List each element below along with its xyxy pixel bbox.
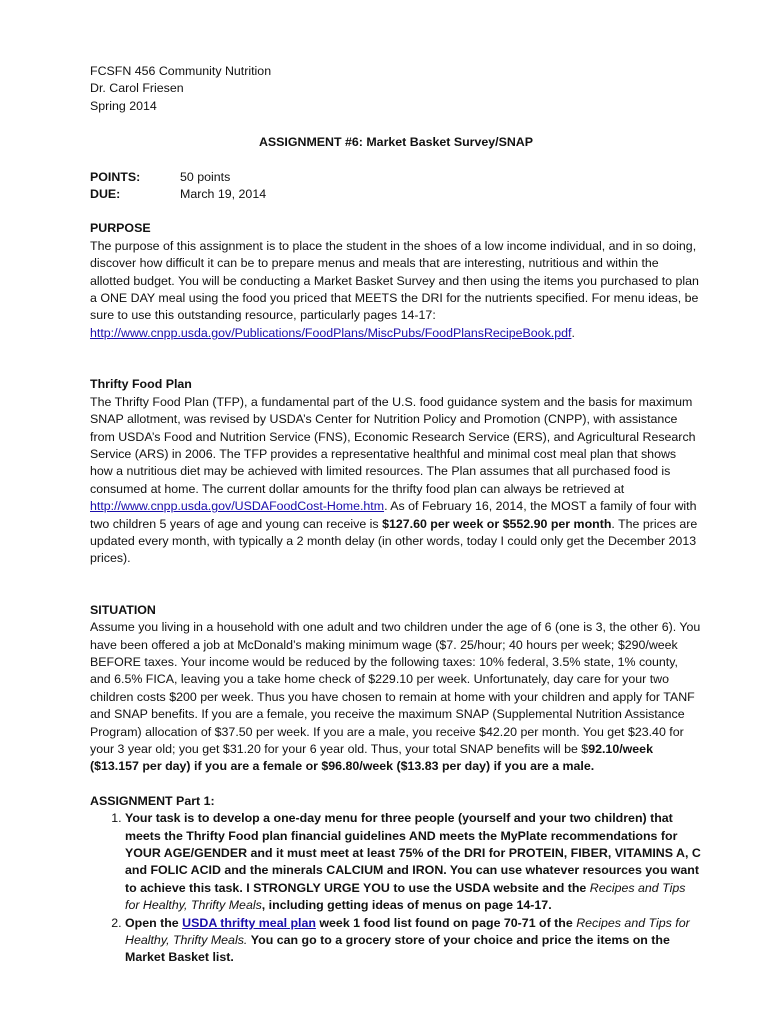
term: Spring 2014 bbox=[90, 98, 157, 113]
food-cost-link[interactable]: http://www.cnpp.usda.gov/USDAFoodCost-Home.htm bbox=[90, 499, 385, 514]
list-item bbox=[125, 915, 702, 967]
assignment-title: ASSIGNMENT #6: Market Basket Survey/SNAP bbox=[258, 135, 534, 150]
instructor-name: Dr. Carol Friesen bbox=[90, 81, 184, 96]
thrifty-max-amount: $127.60 per week or $552.90 per month bbox=[382, 516, 612, 531]
thrifty-heading: Thrifty Food Plan bbox=[90, 377, 192, 392]
situation-benefits: 92.10/week ($13.157 per day) if you are a female or $96.80/week ($13.83 per day) if you are a male. bbox=[90, 742, 653, 774]
item1-italic: Recipes and Tips for Healthy, Thrifty Meals bbox=[125, 880, 686, 913]
purpose-paragraph bbox=[90, 238, 702, 342]
purpose-text: The purpose of this assignment is to place the student in the shoes of a low income individual, and in so doing, discover how difficult it can be to prepare menus and meals that are interesting, nutritious and within the allotted budget. You will be conducting a Market Basket Survey and then using the items you purchased to plan a ONE DAY meal using the food you priced that MEETS the DRI for the nutrients specified. For menu ideas, be sure to use this outstanding resource, particularly pages 14-17: bbox=[90, 238, 699, 323]
item1-tail: , including getting ideas of menus on page 14-17. bbox=[261, 898, 552, 913]
item2-tail: You can go to a grocery store of your choice and price the items on the Market Basket list. bbox=[125, 933, 670, 965]
course-name: FCSFN 456 Community Nutrition bbox=[90, 64, 272, 78]
situation-paragraph bbox=[90, 619, 702, 776]
due-label: DUE: bbox=[90, 187, 121, 202]
assignment-list bbox=[90, 810, 702, 967]
due-value: March 19, 2014 bbox=[180, 187, 267, 202]
item2-italic: Recipes and Tips for Healthy, Thrifty Meals. bbox=[125, 915, 690, 948]
purpose-heading: PURPOSE bbox=[90, 221, 151, 236]
situation-text: Assume you living in a household with one adult and two children under the age of 6 (one is 3, the other 6). You have been offered a job at McDonald’s making minimum wage ($7. 25/hour; 40 hours per week; $290/week BEFORE taxes. Your income would be reduced by the following taxes: 10% federal, 3.5% state, 1% county, and 6.5% FICA, leaving you a take home check of $229.10 per week. Unfortunately, day care for your two children costs $200 per week. Thus you have chosen to remain at home with your children and apply for TANF and SNAP benefits. If you are a female, you receive the maximum SNAP (Supplemental Nutrition Assistance Program) allocation of $37.50 per week. If you are a male, you receive $42.20 per month. You get $23.40 for your 3 year old; you get $31.20 for your 6 year old. Thus, your total SNAP benefits will be $ bbox=[90, 620, 701, 756]
assignment-heading: ASSIGNMENT Part 1: bbox=[90, 793, 215, 808]
points-label: POINTS: bbox=[90, 169, 141, 184]
situation-heading: SITUATION bbox=[90, 602, 156, 617]
thrifty-meal-plan-link[interactable]: USDA thrifty meal plan bbox=[182, 915, 316, 930]
points-value: 50 points bbox=[180, 169, 231, 184]
item2-text: Open the bbox=[125, 915, 179, 930]
purpose-tail: . bbox=[571, 325, 575, 340]
due-row bbox=[90, 186, 702, 203]
list-item bbox=[125, 810, 702, 914]
thrifty-text-2: . As of February 16, 2014, the MOST a family of four with two children 5 years of age and young can receive is bbox=[90, 499, 697, 531]
recipe-book-link[interactable]: http://www.cnpp.usda.gov/Publications/FoodPlans/MiscPubs/FoodPlansRecipeBook.pdf bbox=[90, 325, 572, 340]
item2-mid: week 1 food list found on page 70-71 of the bbox=[319, 915, 573, 930]
item1-text: Your task is to develop a one-day menu for three people (yourself and your two children) that meets the Thrifty Food plan financial guidelines AND meets the MyPlate recommendations for YOUR AGE/GENDER and it must meet at least 75% of the DRI for PROTEIN, FIBER, VITAMINS A, C and FOLIC ACID and the minerals CALCIUM and IRON. You can use whatever resources you want to achieve this task. I STRONGLY URGE YOU to use the USDA website and the bbox=[125, 811, 701, 895]
thrifty-text-3: . The prices are updated every month, with typically a 2 month delay (in other words, today I could only get the December 2013 prices). bbox=[90, 516, 698, 566]
thrifty-paragraph bbox=[90, 394, 702, 568]
points-row bbox=[90, 169, 702, 186]
document-body bbox=[90, 63, 702, 967]
thrifty-text-1: The Thrifty Food Plan (TFP), a fundamental part of the U.S. food guidance system and the basis for maximum SNAP allotment, was revised by USDA’s Center for Nutrition Policy and Promotion (CNPP), with assistance from USDA’s Food and Nutrition Service (FNS), Economic Research Service (ERS), and Agricultural Research Service (ARS) in 2006. The TFP provides a representative healthful and minimal cost meal plan that shows how a nutritious diet may be achieved with limited resources. The Plan assumes that all purchased food is consumed at home. The current dollar amounts for the thrifty food plan can always be retrieved at bbox=[90, 394, 696, 496]
